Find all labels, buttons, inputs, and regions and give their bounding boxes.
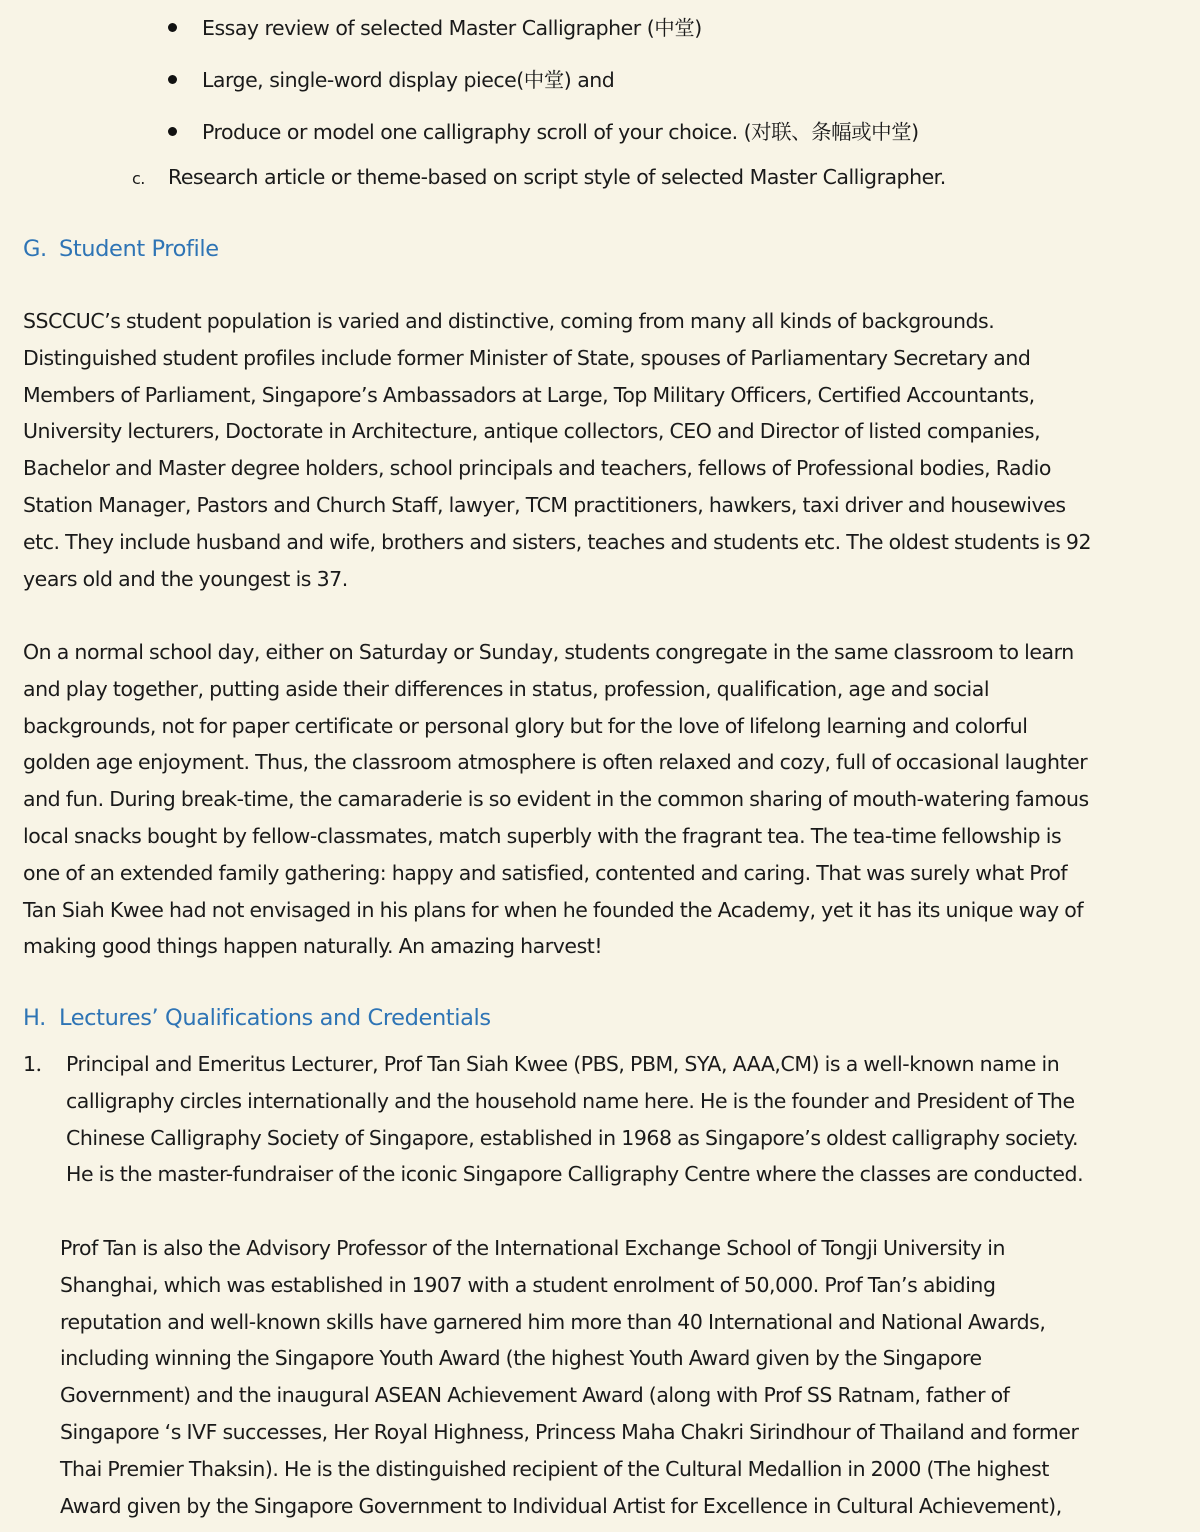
text-line: calligraphy circles internationally and the household name here. He is the founder and President of The (66, 1088, 1075, 1113)
bullet-icon (168, 75, 177, 84)
text-line: including winning the Singapore Youth Award (the highest Youth Award given by the Singapore (60, 1346, 982, 1371)
paragraph-student-backgrounds (23, 303, 1193, 597)
text-line: University lecturers, Doctorate in Architecture, antique collectors, CEO and Director of listed companies, (23, 419, 1041, 444)
text-line: Station Manager, Pastors and Church Staff, lawyer, TCM practitioners, hawkers, taxi driver and housewives (23, 492, 1066, 517)
bullet-text: Produce or model one calligraphy scroll of your choice. (对联、条幅或中堂) (202, 120, 919, 144)
text-line: etc. They include husband and wife, brothers and sisters, teaches and students etc. The oldest students is 92 (23, 529, 1092, 554)
text-line: Shanghai, which was established in 1907 with a student enrolment of 50,000. Prof Tan’s abiding (60, 1272, 996, 1297)
bullet-text: Large, single-word display piece(中堂) and (202, 68, 615, 92)
text-line: years old and the youngest is 37. (23, 566, 348, 591)
text-line: Prof Tan is also the Advisory Professor of the International Exchange School of Tongji University in (60, 1236, 1005, 1260)
numbered-item-1 (23, 1046, 1193, 1193)
text-line: Bachelor and Master degree holders, school principals and teachers, fellows of Professional bodies, Radio (23, 456, 1052, 481)
bullet-icon (168, 127, 177, 136)
list-marker: 1． (23, 1052, 56, 1076)
bullet-text: Essay review of selected Master Calligrapher (中堂) (202, 16, 702, 40)
paragraph-prof-tan-awards (60, 1230, 1195, 1524)
list-marker: c. (132, 169, 145, 188)
text-line: golden age enjoyment. Thus, the classroom atmosphere is often relaxed and cozy, full of occasional laughter (23, 750, 1088, 775)
text-line: reputation and well-known skills have garnered him more than 40 International and National Awards, (60, 1309, 1046, 1334)
list-item-c (132, 164, 946, 192)
section-title: Lectures’ Qualifications and Credentials (59, 1005, 491, 1031)
section-heading-h (23, 1003, 491, 1033)
bullet-item (168, 119, 919, 145)
text-line: Singapore ‘s IVF successes, Her Royal Highness, Princess Maha Chakri Sirindhour of Thailand and former (60, 1419, 1079, 1444)
text-line: local snacks bought by fellow-classmates, match superbly with the fragrant tea. The tea-time fellowship is (23, 823, 1062, 848)
list-item-text: Research article or theme-based on script style of selected Master Calligrapher. (168, 165, 946, 189)
text-line: He is the master-fundraiser of the iconic Singapore Calligraphy Centre where the classes are conducted. (66, 1162, 1084, 1187)
text-line: SSCCUC’s student population is varied and distinctive, coming from many all kinds of backgrounds. (23, 309, 995, 333)
text-line: Principal and Emeritus Lecturer, Prof Tan Siah Kwee (PBS, PBM, SYA, AAA,CM) is a well-known name in (66, 1052, 1060, 1076)
bullet-item (168, 67, 614, 93)
text-line: Government) and the inaugural ASEAN Achievement Award (along with Prof SS Ratnam, father of (60, 1383, 1010, 1408)
text-line: making good things happen naturally. An amazing harvest! (23, 934, 603, 959)
paragraph-school-day (23, 634, 1193, 965)
text-line: one of an extended family gathering: happy and satisfied, contented and caring. That was surely what Prof (23, 860, 1068, 885)
section-heading-g (23, 234, 219, 264)
text-line: Chinese Calligraphy Society of Singapore, established in 1968 as Singapore’s oldest calligraphy society. (66, 1125, 1079, 1150)
text-line: Award given by the Singapore Government to Individual Artist for Excellence in Cultural Achievement), (60, 1493, 1062, 1518)
section-number: H. (23, 1005, 46, 1031)
text-line: Distinguished student profiles include former Minister of State, spouses of Parliamentary Secretary and (23, 345, 1031, 370)
bullet-icon (168, 23, 177, 32)
text-line: On a normal school day, either on Saturday or Sunday, students congregate in the same classroom to learn (23, 640, 1074, 664)
section-title: Student Profile (59, 236, 219, 262)
text-line: Members of Parliament, Singapore’s Ambassadors at Large, Top Military Officers, Certified Accountants, (23, 382, 1035, 407)
text-line: backgrounds, not for paper certificate or personal glory but for the love of lifelong learning and colorful (23, 713, 1028, 738)
bullet-item (168, 15, 702, 41)
text-line: and fun. During break-time, the camaraderie is so evident in the common sharing of mouth-watering famous (23, 787, 1089, 812)
text-line: Tan Siah Kwee had not envisaged in his plans for when he founded the Academy, yet it has its unique way of (23, 897, 1084, 922)
text-line: and play together, putting aside their differences in status, profession, qualification, age and social (23, 676, 990, 701)
section-number: G. (23, 236, 47, 262)
text-line: Thai Premier Thaksin). He is the distinguished recipient of the Cultural Medallion in 2000 (The highest (60, 1456, 1049, 1481)
